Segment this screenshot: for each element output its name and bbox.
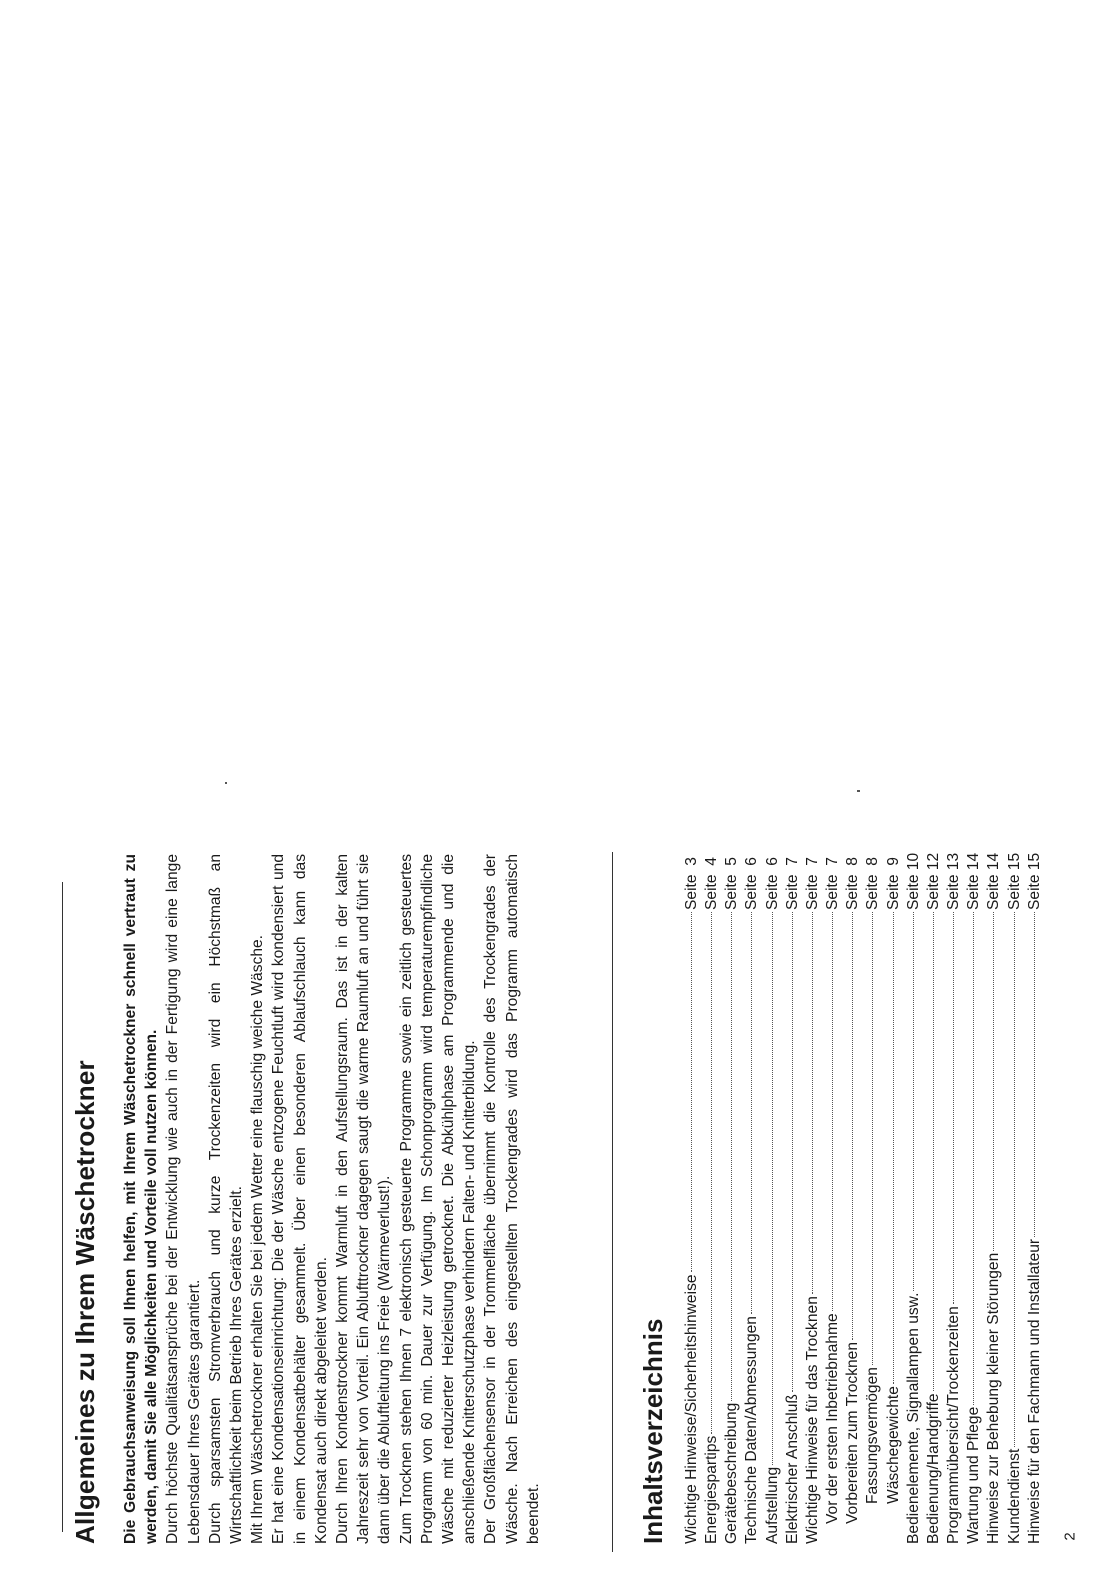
toc-entry-label: Wäschegewichte	[884, 1386, 902, 1504]
toc-entry-label: Bedienung/Handgriffe	[924, 1393, 942, 1544]
toc-leader-dots	[973, 912, 974, 1405]
toc-entry-page: Seite 4	[703, 857, 721, 910]
toc-entry	[1025, 852, 1045, 1544]
intro-paragraph: Er hat eine Kondensationseinrichtung: Die der Wäsche entzogene Feuchtluft wird kondensiert und in einem Kondensatbehälter gesammelt. Über einen besonderen Ablaufschlauch kann das Kondensat auch direkt abgeleitet werden.	[270, 854, 330, 1544]
toc-entry	[904, 852, 924, 1544]
scan-speck	[225, 782, 227, 784]
toc-leader-dots	[893, 912, 894, 1384]
intro-paragraph: Durch höchste Qualitätsansprüche bei der Entwicklung wie auch in der Fertigung wird eine lange Lebensdauer Ihres Gerätes garantiert.	[164, 854, 203, 1544]
toc-entry	[722, 852, 742, 1544]
toc-entry-page: Seite 15	[1025, 852, 1043, 910]
toc-entry	[783, 852, 803, 1544]
toc-entry-label: Vorbereiten zum Trocknen	[844, 1341, 862, 1524]
toc-leader-dots	[812, 912, 813, 1294]
toc-entry	[742, 852, 762, 1544]
toc-leader-dots	[751, 912, 752, 1314]
toc-entry	[763, 852, 783, 1544]
toc-entry-page: Seite 14	[985, 852, 1003, 910]
toc-entry-page: Seite 3	[683, 857, 700, 910]
intro-paragraph: Durch sparsamsten Stromverbrauch und kurze Trockenzeiten wird ein Höchstmaß an Wirtschaftlichkeit beim Betrieb Ihres Gerätes erzielt.	[206, 854, 246, 1544]
toc-leader-dots	[953, 912, 954, 1304]
toc-entry	[884, 852, 904, 1544]
toc-entry-page: Seite 15	[1005, 852, 1023, 910]
toc-entry-page: Seite 14	[965, 852, 983, 910]
toc-entry-page: Seite 8	[864, 857, 882, 910]
intro-paragraph: Durch Ihren Kondenstrockner kommt Warmluft in den Aufstellungsraum. Das ist in der kalten Jahreszeit sehr von Vorteil. Ein Ablufttrockner dagegen saugt die warme Raumluft an und führt sie dann über die Abluftleitung ins Freie (Wärmeverlust!).	[334, 854, 394, 1544]
toc-entry-page: Seite 5	[723, 857, 741, 910]
toc-leader-dots	[913, 912, 914, 1291]
toc-leader-dots	[872, 912, 873, 1365]
toc-entry-page: Seite 10	[904, 852, 922, 910]
middle-rule	[612, 852, 613, 1552]
toc-entry	[924, 852, 944, 1544]
toc-leader-dots	[731, 912, 732, 1401]
toc-entry-label: Programmübersicht/Trockenzeiten	[945, 1306, 963, 1544]
toc-leader-dots	[711, 912, 712, 1434]
toc-entry-page: Seite 6	[743, 857, 761, 910]
intro-paragraph: Zum Trocknen stehen Ihnen 7 elektronisch gesteuerte Programme sowie ein zeitlich gesteuertes Programm von 60 min. Dauer zur Verfügung. Im Schonprogramm wird temperaturempfindliche Wäsche mit reduzierter Heizleistung getrocknet. Die Abkühlphase am Programmende und die anschließende Knitterschutzphase verhindern Falten- und Knitterbildung.	[397, 854, 479, 1544]
intro-paragraph: Die Gebrauchsanweisung soll Ihnen helfen, mit Ihrem Wäschetrockner schnell vertraut zu werden, damit Sie alle Möglichkeiten und Vorteile voll nutzen können.	[122, 854, 161, 1544]
toc-entry	[863, 852, 883, 1544]
toc-entry	[803, 852, 823, 1544]
toc-leader-dots	[1014, 912, 1015, 1447]
intro-paragraph: Mit Ihrem Wäschetrockner erhalten Sie bei jedem Wetter eine flauschig weiche Wäsche.	[249, 934, 267, 1544]
toc-entry-page: Seite 7	[783, 857, 801, 910]
toc-entry-label: Kundendienst	[1005, 1448, 1023, 1544]
toc-leader-dots	[832, 912, 833, 1311]
toc-entry-label: Elektrischer Anschluß	[783, 1394, 801, 1544]
toc-entry-label: Wichtige Hinweise für das Trocknen	[803, 1296, 821, 1544]
toc-entry	[944, 852, 964, 1544]
intro-body	[120, 854, 544, 1544]
toc-leader-dots	[993, 912, 994, 1251]
toc-leader-dots	[1034, 912, 1035, 1237]
toc-entry-label: Hinweise zur Behebung kleiner Störungen	[985, 1252, 1003, 1544]
toc-entry	[964, 852, 984, 1544]
toc-leader-dots	[772, 912, 773, 1465]
toc-entry	[1005, 852, 1025, 1544]
scan-speck	[857, 790, 860, 792]
toc-entry-label: Gerätebeschreibung	[723, 1402, 741, 1544]
toc-entry-page: Seite 7	[803, 857, 821, 910]
toc-entry-page: Seite 13	[945, 852, 963, 910]
toc-entry-label: Hinweise für den Fachmann und Installateur	[1025, 1238, 1043, 1544]
toc-leader-dots	[933, 912, 934, 1391]
toc-leader-dots	[691, 912, 692, 1272]
toc-entry-page: Seite 9	[884, 857, 902, 910]
toc-entry	[682, 852, 702, 1544]
toc-entry-label: Aufstellung	[763, 1466, 781, 1544]
intro-paragraph: Der Großflächensensor in der Trommelfläche übernimmt die Kontrolle des Trockengrades der Wäsche. Nach Erreichen des eingestellten Trockengrades wird das Programm automatisch beendet.	[482, 854, 542, 1544]
table-of-contents	[682, 852, 1045, 1544]
toc-entry	[702, 852, 722, 1544]
toc-entry	[843, 852, 863, 1544]
toc-entry-label: Fassungsvermögen	[864, 1367, 882, 1504]
toc-entry-page: Seite 7	[824, 857, 842, 910]
toc-entry-label: Vor der ersten Inbetriebnahme	[824, 1313, 842, 1524]
toc-leader-dots	[792, 912, 793, 1392]
toc-entry-label: Energiespartips	[703, 1435, 721, 1544]
toc-entry-label: Wichtige Hinweise/Sicherheitshinweise	[683, 1274, 700, 1544]
intro-title: Allgemeines zu Ihrem Wäschetrockner	[70, 1060, 100, 1544]
page-number: 2	[1061, 1532, 1079, 1541]
toc-entry-label: Technische Daten/Abmessungen	[743, 1316, 761, 1544]
toc-entry-label: Bedienelemente, Signallampen usw.	[904, 1292, 922, 1544]
toc-entry-page: Seite 6	[763, 857, 781, 910]
toc-entry-page: Seite 12	[924, 852, 942, 910]
toc-entry	[984, 852, 1004, 1544]
toc-leader-dots	[852, 912, 853, 1340]
toc-title: Inhaltsverzeichnis	[638, 1318, 668, 1544]
top-rule	[62, 882, 63, 1532]
toc-entry-label: Wartung und Pflege	[965, 1406, 983, 1544]
toc-entry	[823, 852, 843, 1544]
toc-entry-page: Seite 8	[844, 857, 862, 910]
